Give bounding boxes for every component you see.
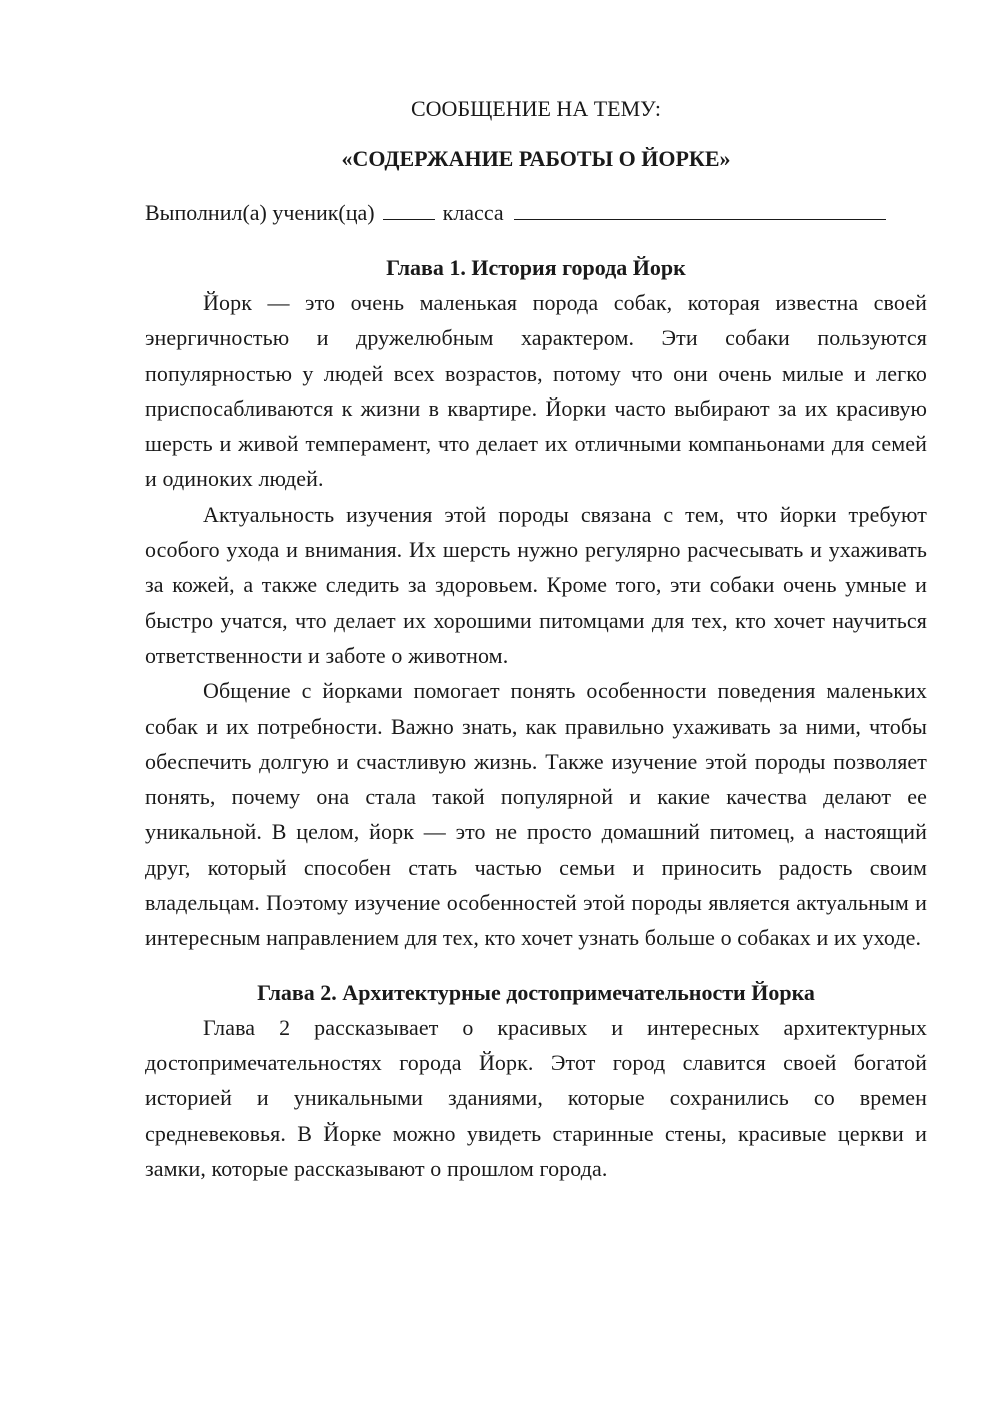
chapter-1-paragraph-2: Актуальность изучения этой породы связана с тем, что йорки требуют особого ухода и внимания. Их шерсть нужно регулярно расчесывать и ухаживать за кожей, а также следить за здоровьем. Кроме того, эти собаки очень умные и быстро учатся, что делает их хорошими питомцами для тех, кто хочет научиться ответственности и заботе о животном. bbox=[145, 501, 927, 668]
chapter-1-heading: Глава 1. История города Йорк bbox=[386, 255, 686, 280]
chapter-1-paragraph-3: Общение с йорками помогает понять особенности поведения маленьких собак и их потребности. Важно знать, как правильно ухаживать за ними, чтобы обеспечить долгую и счастливую жизнь. Также изучение этой породы позволяет понять, почему она стала такой популярной и какие качества делают ее уникальной. В целом, йорк — это не просто домашний питомец, а настоящий друг, который способен стать частью семьи и приносить радость своим владельцам. Поэтому изучение особенностей этой породы является актуальным и интересным направлением для тех, кто хочет узнать больше о собаках и их уходе. bbox=[145, 678, 927, 951]
chapter-2-heading: Глава 2. Архитектурные достопримечательности Йорка bbox=[257, 979, 815, 1005]
document-page bbox=[145, 92, 927, 1186]
author-prefix: Выполнил(а) ученик(ца) bbox=[145, 200, 375, 225]
chapter-2-paragraph-1: Глава 2 рассказывает о красивых и интересных архитектурных достопримечательностях города Йорк. Этот город славится своей богатой историей и уникальными зданиями, которые сохранились со времен средневековья. В Йорке можно увидеть старинные стены, красивые церкви и замки, которые рассказывают о прошлом города. bbox=[145, 1014, 927, 1181]
grade-blank bbox=[383, 199, 435, 220]
chapter-1-paragraph-1: Йорк — это очень маленькая порода собак, которая известна своей энергичностью и дружелюбным характером. Эти собаки пользуются популярностью у людей всех возрастов, потому что они очень милые и легко приспосабливаются к жизни в квартире. Йорки часто выбирают за их красивую шерсть и живой темперамент, что делает их отличными компаньонами для семей и одиноких людей. bbox=[145, 290, 927, 492]
class-blank bbox=[514, 199, 886, 220]
document-title: «СОДЕРЖАНИЕ РАБОТЫ О ЙОРКЕ» bbox=[341, 146, 731, 171]
document-kicker: СООБЩЕНИЕ НА ТЕМУ: bbox=[411, 96, 661, 121]
author-middle: класса bbox=[442, 200, 504, 225]
author-line bbox=[145, 196, 927, 230]
